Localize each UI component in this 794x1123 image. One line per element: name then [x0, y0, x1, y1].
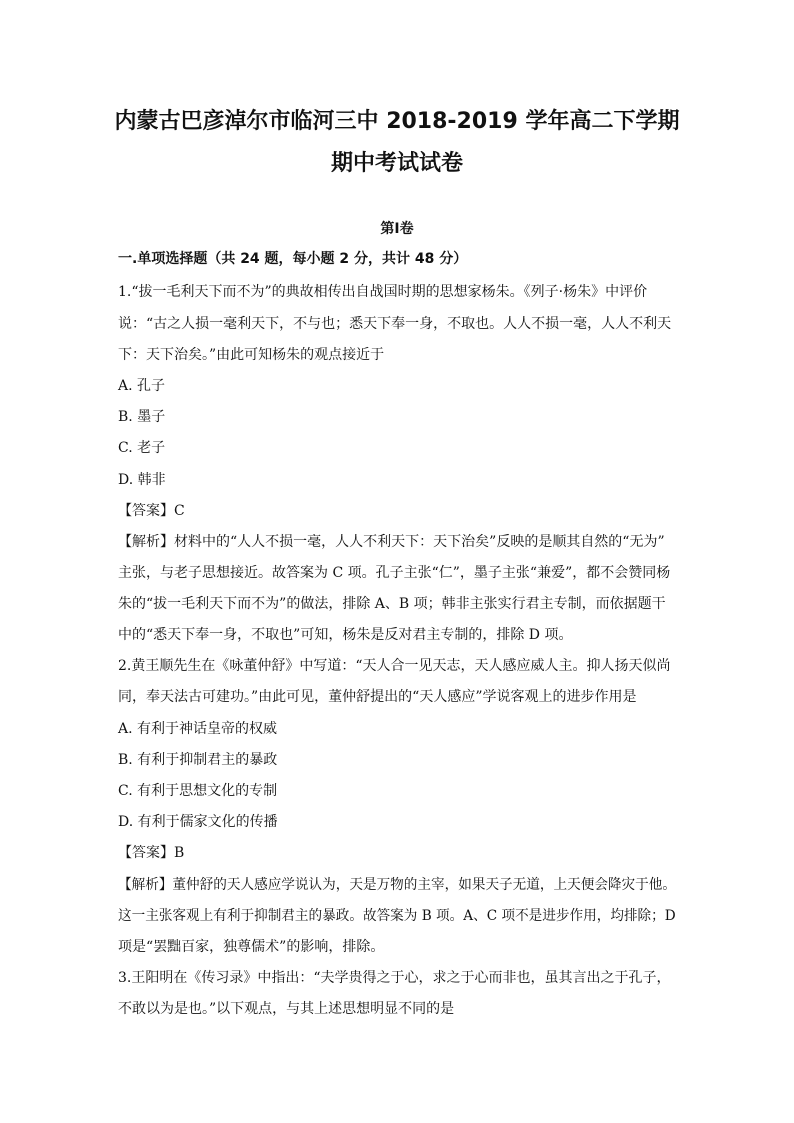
question-2-analysis-line: 项是“罢黜百家，独尊儒术”的影响，排除。	[118, 939, 385, 955]
question-1-analysis-line: 朱的“拔一毛利天下而不为”的做法，排除 A、B 项；韩非主张实行君主专制，而依据题干	[118, 596, 666, 612]
question-1-analysis-line: 【解析】材料中的“人人不损一毫，人人不利天下：天下治矣”反映的是顺其自然的“无为”	[118, 534, 665, 550]
question-1-stem-line: 下：天下治矣。”由此可知杨朱的观点接近于	[118, 347, 385, 363]
question-1-answer: 【答案】C	[118, 503, 185, 519]
question-1-stem-line: 1.“拔一毛利天下而不为”的典故相传出自战国时期的思想家杨朱。《列子·杨朱》中评价	[118, 284, 648, 300]
question-1-analysis-line: 主张，与老子思想接近。故答案为 C 项。孔子主张“仁”，墨子主张“兼爱”，都不会赞同杨	[118, 565, 671, 581]
doc-title-line2: 期中考试试卷	[330, 151, 463, 176]
question-1-option-d: D. 韩非	[118, 472, 166, 488]
question-3-stem-line: 3.王阳明在《传习录》中指出：“夫学贵得之于心，求之于心而非也，虽其言出之于孔子，	[118, 970, 671, 986]
question-3-stem-line: 不敢以为是也。”以下观点，与其上述思想明显不同的是	[118, 1001, 455, 1017]
question-1-option-a: A. 孔子	[118, 378, 166, 394]
question-2-option-a: A. 有利于神话皇帝的权威	[118, 721, 278, 737]
question-2-answer: 【答案】B	[118, 845, 185, 861]
question-2-stem-line: 2.黄王顺先生在《咏董仲舒》中写道：“天人合一见天志，天人感应威人主。抑人扬天似尚	[118, 658, 671, 674]
question-2-option-d: D. 有利于儒家文化的传播	[118, 814, 278, 830]
question-1-option-b: B. 墨子	[118, 409, 166, 425]
section-heading: 一.单项选择题（共 24 题，每小题 2 分，共计 48 分）	[118, 251, 468, 267]
question-2-analysis-line: 这一主张客观上有利于抑制君主的暴政。故答案为 B 项。A、C 项不是进步作用，均排除；D	[118, 908, 676, 924]
volume-heading: 第Ⅰ卷	[380, 221, 414, 237]
question-2-option-c: C. 有利于思想文化的专制	[118, 783, 278, 799]
question-1-analysis-line: 中的“悉天下奉一身，不取也”可知，杨朱是反对君主专制的，排除 D 项。	[118, 627, 573, 643]
question-1-stem-line: 说：“古之人损一毫利天下，不与也；悉天下奉一身，不取也。人人不损一毫，人人不利天	[118, 316, 672, 332]
question-2-stem-line: 同，奉天法古可建功。”由此可见，董仲舒提出的“天人感应”学说客观上的进步作用是	[118, 689, 637, 705]
question-1-option-c: C. 老子	[118, 440, 166, 456]
question-2-analysis-line: 【解析】董仲舒的天人感应学说认为，天是万物的主宰，如果天子无道，上天便会降灾于他。	[118, 877, 676, 893]
doc-title-line1: 内蒙古巴彦淖尔市临河三中 2018-2019 学年高二下学期	[114, 109, 680, 134]
question-2-option-b: B. 有利于抑制君主的暴政	[118, 752, 278, 768]
